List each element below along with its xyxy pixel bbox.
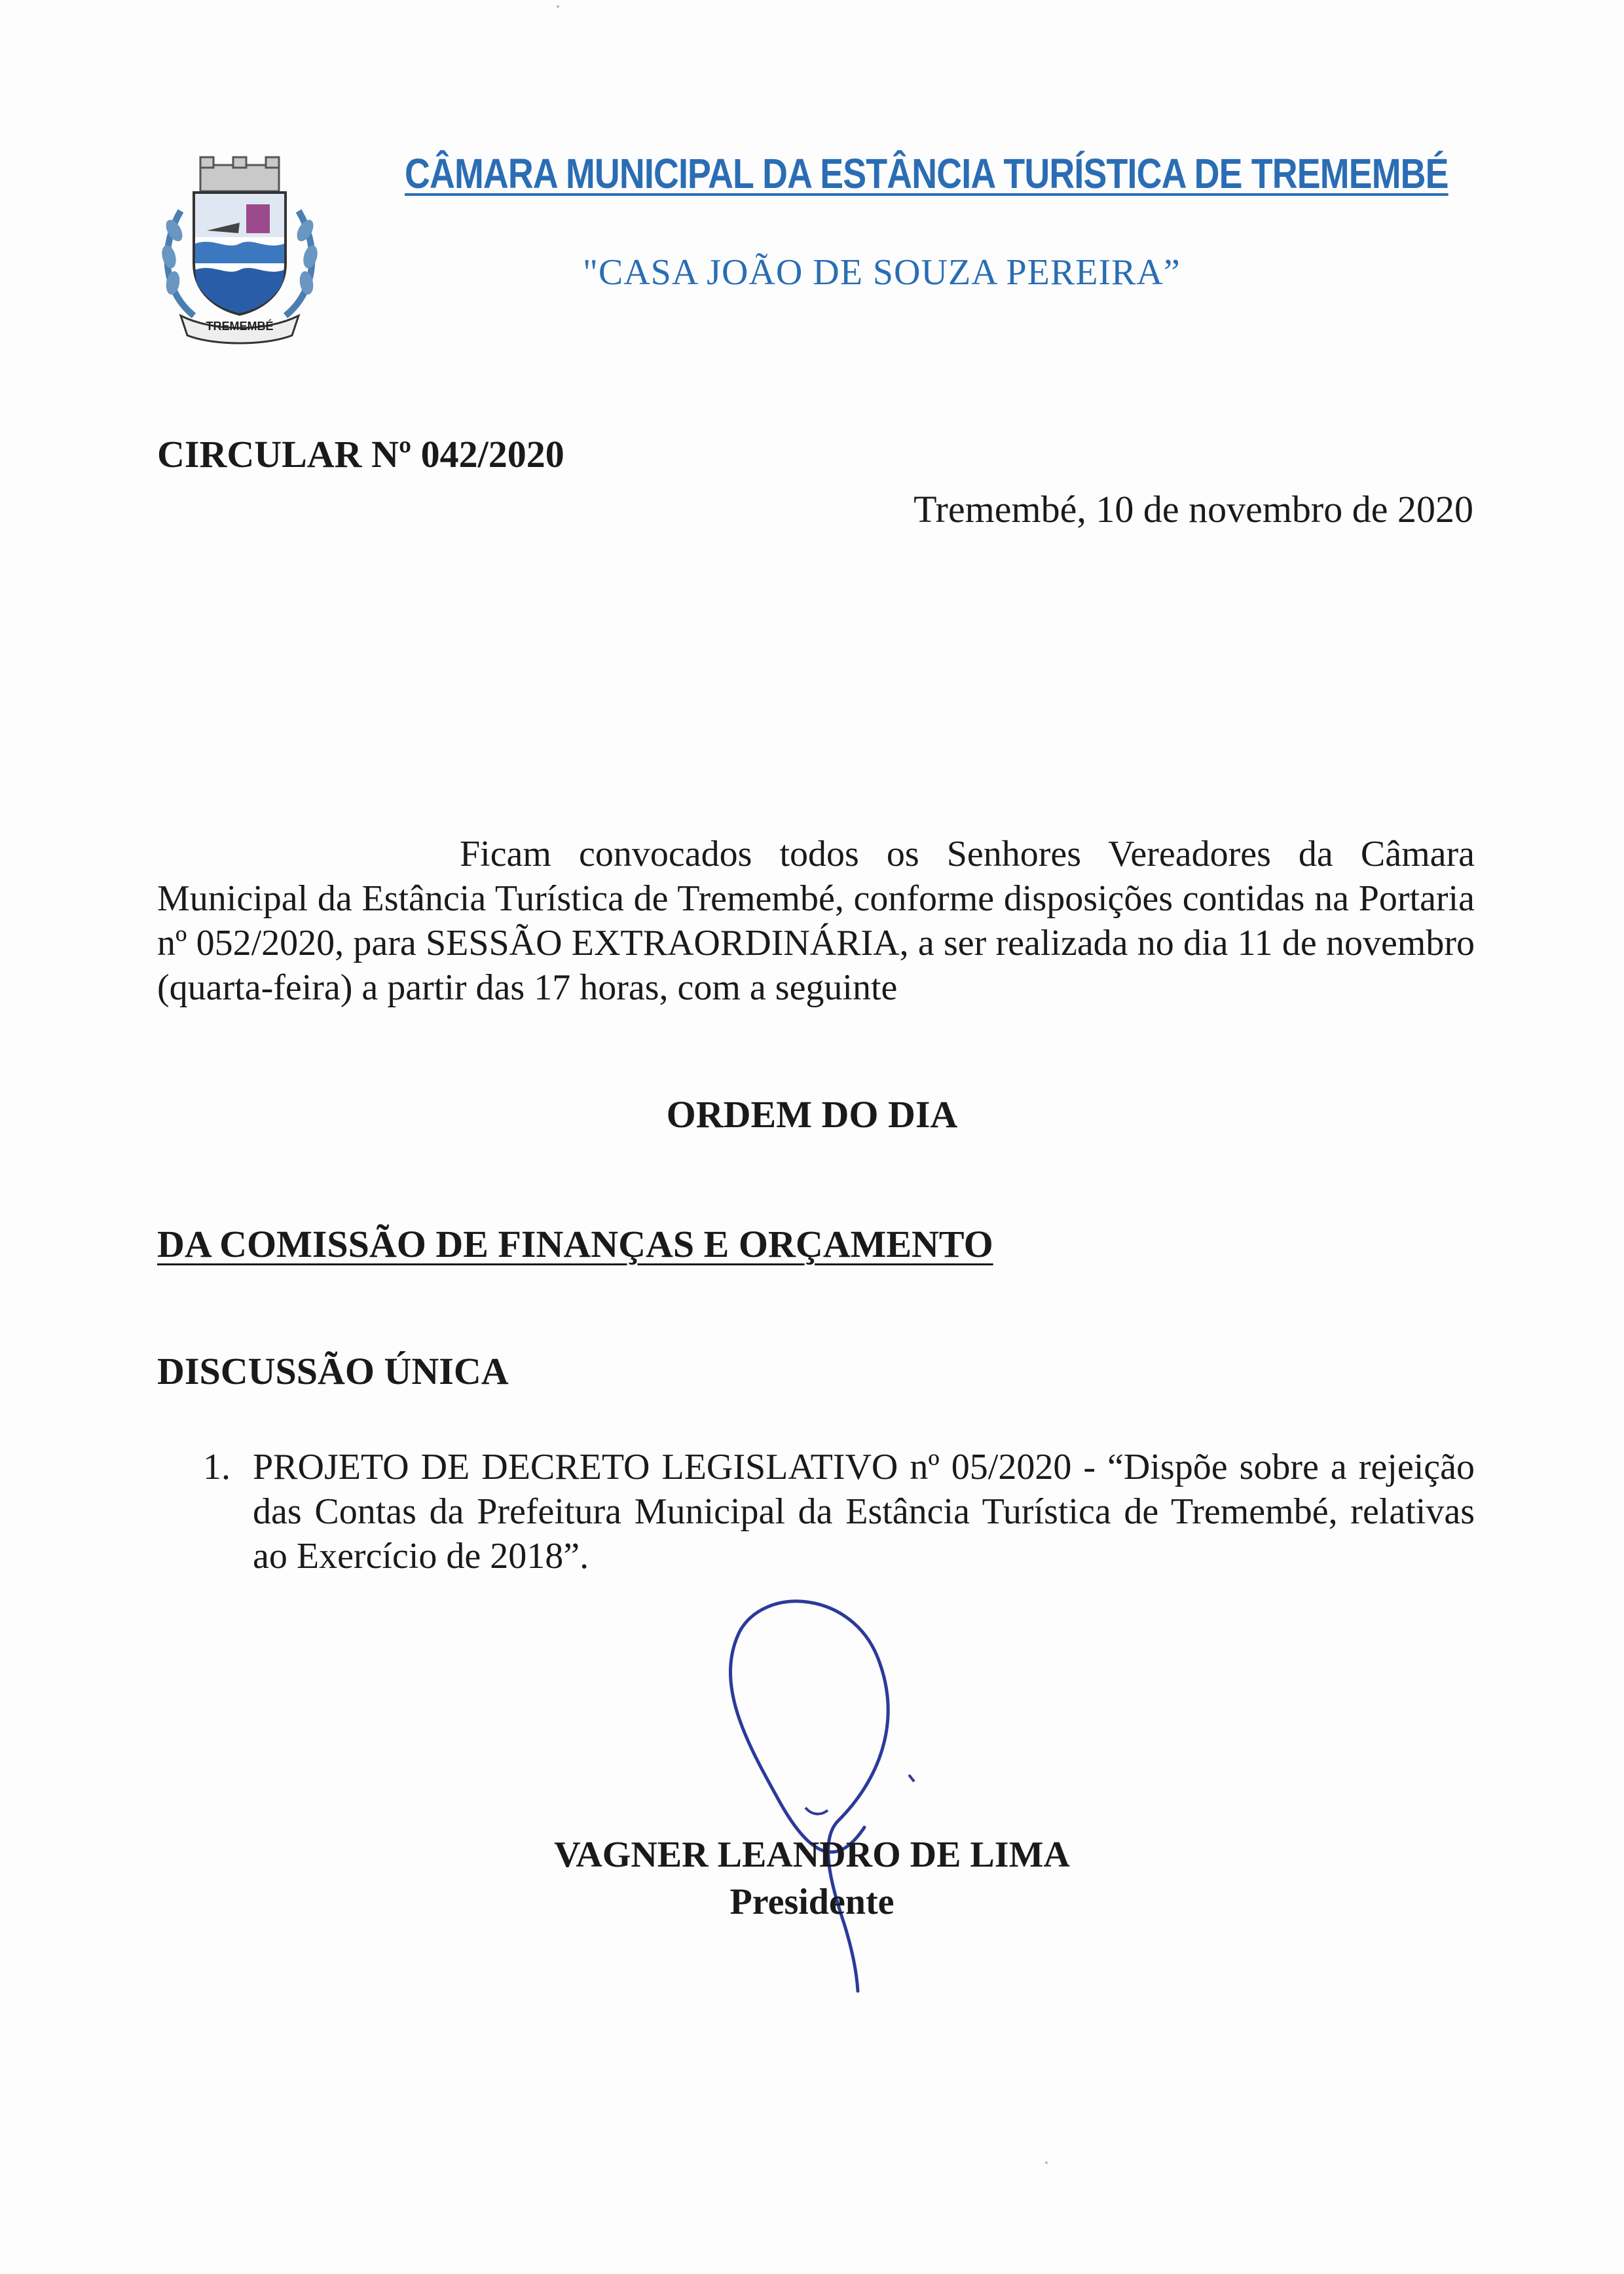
scan-speck	[1045, 2161, 1048, 2164]
signer-name: VAGNER LEANDRO DE LIMA	[554, 1835, 1070, 1875]
agenda-item	[203, 1445, 1475, 1578]
handwritten-signature	[681, 1585, 956, 2004]
agenda-item-number: 1.	[203, 1447, 231, 1487]
municipal-coat-of-arms-icon	[155, 152, 325, 348]
scan-speck	[557, 5, 559, 8]
agenda-item-text: PROJETO DE DECRETO LEGISLATIVO nº 05/2020 - “Dispõe sobre a rejeição das Contas da Prefeitura Municipal da Estância Turística de Tremembé, relativas ao Exercício de 2018”.	[253, 1447, 1475, 1576]
place-and-date: Tremembé, 10 de novembro de 2020	[913, 488, 1473, 531]
crest-ribbon-text: TREMEMBÉ	[206, 320, 274, 333]
discussion-heading: DISCUSSÃO ÚNICA	[157, 1350, 509, 1392]
house-name-subtitle: "CASA JOÃO DE SOUZA PEREIRA”	[583, 252, 1181, 293]
chamber-name-heading: CÂMARA MUNICIPAL DA ESTÂNCIA TURÍSTICA DE TREMEMBÉ	[405, 150, 1449, 197]
agenda-title: ORDEM DO DIA	[666, 1093, 958, 1136]
committee-heading: DA COMISSÃO DE FINANÇAS E ORÇAMENTO	[157, 1223, 993, 1265]
convocation-paragraph: Ficam convocados todos os Senhores Vereadores da Câmara Municipal da Estância Turística de Tremembé, conforme disposições contidas na Portaria nº 052/2020, para SESSÃO EXTRAORDINÁRIA, a ser realizada no dia 11 de novembro (quarta-feira) a partir das 17 horas, com a seguinte	[157, 834, 1475, 1008]
signer-role: Presidente	[729, 1882, 895, 1922]
circular-number: CIRCULAR Nº 042/2020	[157, 433, 564, 475]
